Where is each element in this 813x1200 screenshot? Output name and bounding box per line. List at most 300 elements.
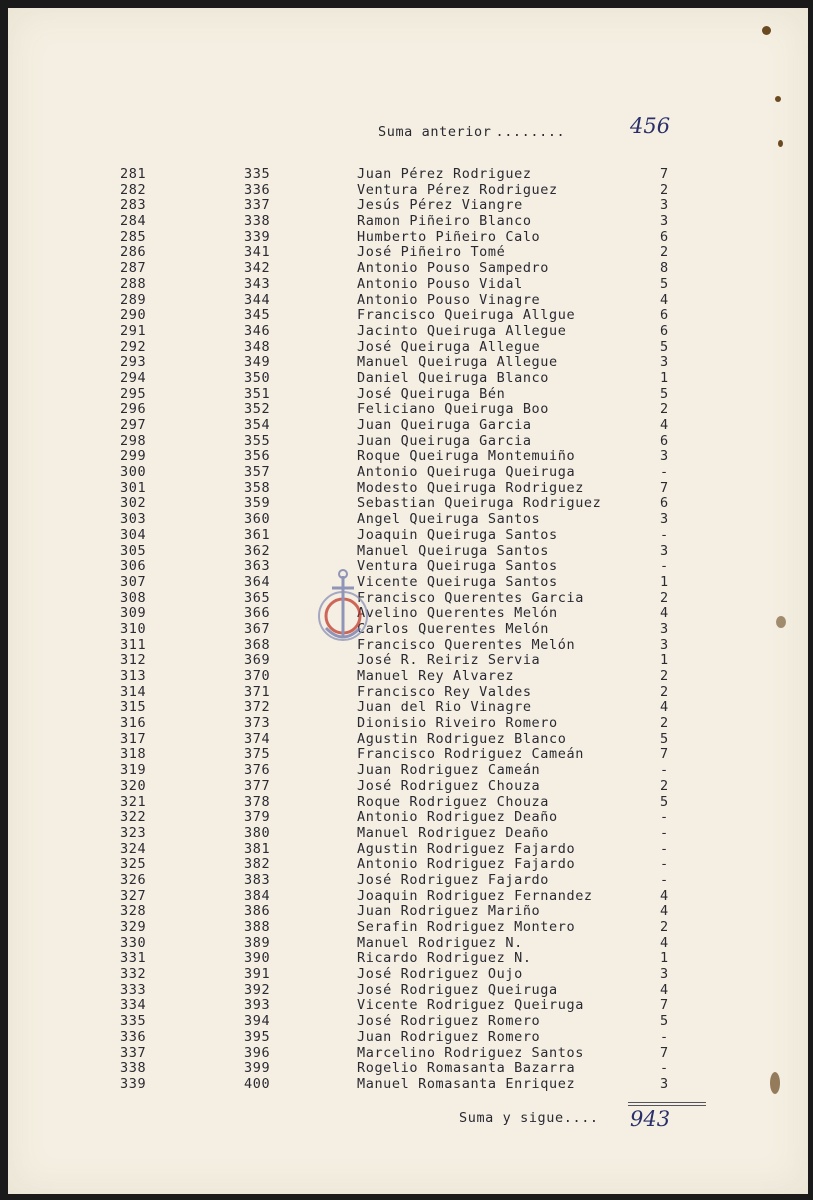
register-id: 373 xyxy=(244,715,271,732)
register-id: 383 xyxy=(244,871,271,888)
row-value: 2 xyxy=(660,715,669,732)
register-id: 375 xyxy=(244,746,271,763)
register-id: 374 xyxy=(244,730,271,747)
register-row xyxy=(8,339,808,355)
row-number: 309 xyxy=(120,605,147,622)
register-row xyxy=(8,543,808,559)
register-row xyxy=(8,919,808,935)
register-row xyxy=(8,307,808,323)
row-value: 3 xyxy=(660,197,669,214)
row-value: - xyxy=(660,840,669,857)
register-row xyxy=(8,511,808,527)
row-number: 292 xyxy=(120,338,147,355)
row-number: 337 xyxy=(120,1044,147,1061)
row-value: 6 xyxy=(660,432,669,449)
row-value: 4 xyxy=(660,291,669,308)
row-number: 334 xyxy=(120,997,147,1014)
row-value: - xyxy=(660,526,669,543)
row-value: 3 xyxy=(660,511,669,528)
register-id: 368 xyxy=(244,636,271,653)
row-value: 2 xyxy=(660,181,669,198)
person-name: Carlos Querentes Melón xyxy=(357,620,550,637)
carried-forward-line xyxy=(378,124,565,140)
row-value: 7 xyxy=(660,479,669,496)
row-number: 316 xyxy=(120,715,147,732)
row-value: 1 xyxy=(660,369,669,386)
row-value: 2 xyxy=(660,668,669,684)
row-number: 324 xyxy=(120,840,147,857)
leader-dots: .... xyxy=(563,1110,599,1126)
row-number: 288 xyxy=(120,275,147,292)
register-row xyxy=(8,590,808,606)
row-value: 3 xyxy=(660,966,669,983)
row-number: 328 xyxy=(120,903,147,920)
person-name: Rogelio Romasanta Bazarra xyxy=(357,1060,576,1077)
row-value: 4 xyxy=(660,417,669,433)
person-name: Francisco Rodriguez Cameán xyxy=(357,746,584,763)
row-value: 2 xyxy=(660,919,669,935)
register-row xyxy=(8,417,808,433)
subtotal-label: Suma y sigue xyxy=(459,1110,564,1126)
row-number: 330 xyxy=(120,934,147,951)
person-name: Daniel Queiruga Blanco xyxy=(357,369,550,386)
person-name: José Rodriguez Fajardo xyxy=(357,871,550,888)
row-number: 329 xyxy=(120,919,147,935)
register-row xyxy=(8,715,808,731)
register-id: 396 xyxy=(244,1044,271,1061)
register-row xyxy=(8,370,808,386)
register-id: 386 xyxy=(244,903,271,920)
register-id: 378 xyxy=(244,793,271,810)
row-value: 3 xyxy=(660,354,669,371)
register-id: 335 xyxy=(244,166,271,182)
row-value: 6 xyxy=(660,307,669,324)
register-id: 346 xyxy=(244,322,271,339)
person-name: Serafin Rodriguez Montero xyxy=(357,919,576,935)
row-number: 300 xyxy=(120,464,147,481)
person-name: Juan Rodriguez Romero xyxy=(357,1028,541,1045)
row-number: 303 xyxy=(120,511,147,528)
register-row xyxy=(8,872,808,888)
person-name: Juan Queiruga Garcia xyxy=(357,432,532,449)
row-number: 305 xyxy=(120,542,147,559)
row-number: 306 xyxy=(120,558,147,575)
person-name: José R. Reiriz Servia xyxy=(357,652,541,669)
row-number: 298 xyxy=(120,432,147,449)
row-number: 287 xyxy=(120,260,147,277)
row-number: 310 xyxy=(120,620,147,637)
register-row xyxy=(8,794,808,810)
person-name: Ricardo Rodriguez N. xyxy=(357,950,532,967)
register-row xyxy=(8,621,808,637)
row-value: 2 xyxy=(660,589,669,606)
carried-forward-total: 456 xyxy=(630,114,671,138)
person-name: Manuel Romasanta Enriquez xyxy=(357,1075,576,1092)
register-row xyxy=(8,997,808,1013)
row-number: 282 xyxy=(120,181,147,198)
row-value: 7 xyxy=(660,997,669,1014)
register-id: 371 xyxy=(244,683,271,700)
row-value: 2 xyxy=(660,244,669,261)
row-number: 304 xyxy=(120,526,147,543)
row-number: 317 xyxy=(120,730,147,747)
row-number: 319 xyxy=(120,762,147,779)
person-name: Antonio Pouso Sampedro xyxy=(357,260,550,277)
row-number: 318 xyxy=(120,746,147,763)
person-name: José Piñeiro Tomé xyxy=(357,244,506,261)
register-row xyxy=(8,495,808,511)
row-value: 3 xyxy=(660,620,669,637)
row-number: 283 xyxy=(120,197,147,214)
subtotal-line xyxy=(459,1110,599,1126)
person-name: Humberto Piñeiro Calo xyxy=(357,228,541,245)
person-name: Angel Queiruga Santos xyxy=(357,511,541,528)
register-row xyxy=(8,778,808,794)
person-name: José Queiruga Bén xyxy=(357,385,506,402)
register-row xyxy=(8,825,808,841)
register-row xyxy=(8,276,808,292)
person-name: José Rodriguez Romero xyxy=(357,1013,541,1030)
register-row xyxy=(8,292,808,308)
person-name: José Rodriguez Oujo xyxy=(357,966,523,983)
register-id: 370 xyxy=(244,668,271,684)
register-id: 393 xyxy=(244,997,271,1014)
person-name: Roque Queiruga Montemuiño xyxy=(357,448,576,465)
row-value: - xyxy=(660,856,669,873)
row-number: 336 xyxy=(120,1028,147,1045)
row-value: - xyxy=(660,762,669,779)
person-name: Juan Pérez Rodriguez xyxy=(357,166,532,182)
register-row xyxy=(8,982,808,998)
row-value: 2 xyxy=(660,777,669,794)
row-value: 5 xyxy=(660,730,669,747)
row-value: 4 xyxy=(660,981,669,998)
register-id: 351 xyxy=(244,385,271,402)
row-number: 321 xyxy=(120,793,147,810)
person-name: Francisco Querentes Garcia xyxy=(357,589,584,606)
register-list xyxy=(8,166,808,1092)
row-value: 3 xyxy=(660,213,669,230)
register-id: 357 xyxy=(244,464,271,481)
row-number: 293 xyxy=(120,354,147,371)
register-id: 369 xyxy=(244,652,271,669)
register-id: 377 xyxy=(244,777,271,794)
register-row xyxy=(8,841,808,857)
person-name: Manuel Rodriguez Deaño xyxy=(357,824,550,841)
person-name: Agustin Rodriguez Fajardo xyxy=(357,840,576,857)
register-id: 355 xyxy=(244,432,271,449)
register-row xyxy=(8,433,808,449)
person-name: Joaquin Queiruga Santos xyxy=(357,526,558,543)
person-name: Jesús Pérez Viangre xyxy=(357,197,523,214)
register-id: 342 xyxy=(244,260,271,277)
register-row xyxy=(8,605,808,621)
row-number: 295 xyxy=(120,385,147,402)
register-id: 361 xyxy=(244,526,271,543)
person-name: Manuel Rodriguez N. xyxy=(357,934,523,951)
person-name: Roque Rodriguez Chouza xyxy=(357,793,550,810)
register-id: 350 xyxy=(244,369,271,386)
register-row xyxy=(8,166,808,182)
row-number: 286 xyxy=(120,244,147,261)
row-value: - xyxy=(660,1060,669,1077)
row-value: 6 xyxy=(660,495,669,512)
subtotal-total: 943 xyxy=(630,1107,671,1131)
person-name: Ventura Queiruga Santos xyxy=(357,558,558,575)
row-value: - xyxy=(660,871,669,888)
row-value: 4 xyxy=(660,887,669,904)
register-id: 341 xyxy=(244,244,271,261)
row-number: 320 xyxy=(120,777,147,794)
person-name: José Rodriguez Chouza xyxy=(357,777,541,794)
register-id: 400 xyxy=(244,1075,271,1092)
ink-spot xyxy=(770,1072,780,1094)
register-id: 354 xyxy=(244,417,271,433)
register-row xyxy=(8,903,808,919)
register-id: 391 xyxy=(244,966,271,983)
row-value: 7 xyxy=(660,746,669,763)
row-number: 325 xyxy=(120,856,147,873)
row-value: 5 xyxy=(660,793,669,810)
register-id: 343 xyxy=(244,275,271,292)
row-number: 338 xyxy=(120,1060,147,1077)
register-id: 345 xyxy=(244,307,271,324)
person-name: Manuel Rey Alvarez xyxy=(357,668,515,684)
person-name: Juan del Rio Vinagre xyxy=(357,699,532,716)
register-id: 376 xyxy=(244,762,271,779)
register-row xyxy=(8,731,808,747)
person-name: Juan Queiruga Garcia xyxy=(357,417,532,433)
person-name: Marcelino Rodriguez Santos xyxy=(357,1044,584,1061)
row-number: 296 xyxy=(120,401,147,418)
row-value: 2 xyxy=(660,683,669,700)
subtotal-rule xyxy=(628,1102,706,1106)
register-row xyxy=(8,574,808,590)
register-row xyxy=(8,197,808,213)
register-id: 349 xyxy=(244,354,271,371)
register-id: 382 xyxy=(244,856,271,873)
row-number: 339 xyxy=(120,1075,147,1092)
person-name: José Rodriguez Queiruga xyxy=(357,981,558,998)
register-row xyxy=(8,856,808,872)
register-id: 352 xyxy=(244,401,271,418)
row-value: - xyxy=(660,809,669,826)
person-name: Antonio Rodriguez Deaño xyxy=(357,809,558,826)
person-name: Feliciano Queiruga Boo xyxy=(357,401,550,418)
register-id: 360 xyxy=(244,511,271,528)
row-value: 4 xyxy=(660,934,669,951)
register-id: 384 xyxy=(244,887,271,904)
row-number: 281 xyxy=(120,166,147,182)
register-id: 348 xyxy=(244,338,271,355)
register-row xyxy=(8,229,808,245)
register-id: 380 xyxy=(244,824,271,841)
register-row xyxy=(8,935,808,951)
register-id: 392 xyxy=(244,981,271,998)
register-row xyxy=(8,1045,808,1061)
register-row xyxy=(8,699,808,715)
register-id: 364 xyxy=(244,573,271,590)
row-value: - xyxy=(660,1028,669,1045)
row-number: 290 xyxy=(120,307,147,324)
person-name: Joaquin Rodriguez Fernandez xyxy=(357,887,593,904)
register-row xyxy=(8,354,808,370)
person-name: Agustin Rodriguez Blanco xyxy=(357,730,567,747)
person-name: Manuel Queiruga Santos xyxy=(357,542,550,559)
row-number: 313 xyxy=(120,668,147,684)
register-row xyxy=(8,950,808,966)
person-name: Francisco Querentes Melón xyxy=(357,636,576,653)
register-id: 337 xyxy=(244,197,271,214)
row-value: 3 xyxy=(660,448,669,465)
carried-forward-label: Suma anterior xyxy=(378,124,492,140)
row-value: 5 xyxy=(660,275,669,292)
row-value: 3 xyxy=(660,636,669,653)
row-value: 1 xyxy=(660,573,669,590)
person-name: Manuel Queiruga Allegue xyxy=(357,354,558,371)
row-number: 294 xyxy=(120,369,147,386)
row-number: 297 xyxy=(120,417,147,433)
register-row xyxy=(8,684,808,700)
person-name: Vicente Rodriguez Queiruga xyxy=(357,997,584,1014)
register-row xyxy=(8,1013,808,1029)
register-row xyxy=(8,213,808,229)
person-name: Avelino Querentes Melón xyxy=(357,605,558,622)
row-number: 326 xyxy=(120,871,147,888)
person-name: Francisco Queiruga Allgue xyxy=(357,307,576,324)
person-name: Vicente Queiruga Santos xyxy=(357,573,558,590)
row-number: 335 xyxy=(120,1013,147,1030)
register-row xyxy=(8,668,808,684)
row-number: 333 xyxy=(120,981,147,998)
person-name: Antonio Rodriguez Fajardo xyxy=(357,856,576,873)
register-id: 372 xyxy=(244,699,271,716)
register-id: 358 xyxy=(244,479,271,496)
row-number: 322 xyxy=(120,809,147,826)
register-row xyxy=(8,966,808,982)
register-id: 381 xyxy=(244,840,271,857)
row-number: 312 xyxy=(120,652,147,669)
row-value: 1 xyxy=(660,652,669,669)
leader-dots: ........ xyxy=(495,124,566,140)
register-row xyxy=(8,480,808,496)
row-value: 8 xyxy=(660,260,669,277)
person-name: Dionisio Riveiro Romero xyxy=(357,715,558,732)
row-number: 302 xyxy=(120,495,147,512)
person-name: Ramon Piñeiro Blanco xyxy=(357,213,532,230)
row-number: 332 xyxy=(120,966,147,983)
register-row xyxy=(8,1029,808,1045)
row-number: 291 xyxy=(120,322,147,339)
register-id: 363 xyxy=(244,558,271,575)
row-number: 323 xyxy=(120,824,147,841)
register-row xyxy=(8,637,808,653)
document-page xyxy=(8,8,808,1194)
register-row xyxy=(8,182,808,198)
register-id: 367 xyxy=(244,620,271,637)
row-value: 6 xyxy=(660,322,669,339)
register-row xyxy=(8,1076,808,1092)
person-name: Juan Rodriguez Cameán xyxy=(357,762,541,779)
register-id: 389 xyxy=(244,934,271,951)
register-row xyxy=(8,464,808,480)
person-name: Sebastian Queiruga Rodriguez xyxy=(357,495,602,512)
person-name: Antonio Queiruga Queiruga xyxy=(357,464,576,481)
register-id: 359 xyxy=(244,495,271,512)
person-name: Antonio Pouso Vinagre xyxy=(357,291,541,308)
register-id: 338 xyxy=(244,213,271,230)
row-value: - xyxy=(660,464,669,481)
row-number: 285 xyxy=(120,228,147,245)
person-name: José Queiruga Allegue xyxy=(357,338,541,355)
ink-spot xyxy=(775,96,781,102)
person-name: Jacinto Queiruga Allegue xyxy=(357,322,567,339)
person-name: Juan Rodriguez Mariño xyxy=(357,903,541,920)
register-row xyxy=(8,888,808,904)
register-row xyxy=(8,244,808,260)
row-value: 5 xyxy=(660,338,669,355)
row-number: 299 xyxy=(120,448,147,465)
register-row xyxy=(8,809,808,825)
row-number: 327 xyxy=(120,887,147,904)
row-number: 308 xyxy=(120,589,147,606)
register-row xyxy=(8,652,808,668)
register-id: 388 xyxy=(244,919,271,935)
register-id: 365 xyxy=(244,589,271,606)
row-number: 331 xyxy=(120,950,147,967)
row-number: 314 xyxy=(120,683,147,700)
register-row xyxy=(8,746,808,762)
row-value: 4 xyxy=(660,605,669,622)
register-row xyxy=(8,323,808,339)
register-id: 356 xyxy=(244,448,271,465)
row-value: 1 xyxy=(660,950,669,967)
register-id: 394 xyxy=(244,1013,271,1030)
register-row xyxy=(8,260,808,276)
register-id: 344 xyxy=(244,291,271,308)
register-row xyxy=(8,558,808,574)
register-id: 339 xyxy=(244,228,271,245)
register-id: 390 xyxy=(244,950,271,967)
ink-spot xyxy=(778,140,783,147)
row-value: 6 xyxy=(660,228,669,245)
row-value: 7 xyxy=(660,1044,669,1061)
row-value: 3 xyxy=(660,1075,669,1092)
row-value: - xyxy=(660,558,669,575)
row-value: 3 xyxy=(660,542,669,559)
register-row xyxy=(8,386,808,402)
row-value: 2 xyxy=(660,401,669,418)
register-id: 336 xyxy=(244,181,271,198)
row-number: 311 xyxy=(120,636,147,653)
register-id: 395 xyxy=(244,1028,271,1045)
row-number: 289 xyxy=(120,291,147,308)
register-row xyxy=(8,527,808,543)
row-value: 4 xyxy=(660,699,669,716)
person-name: Antonio Pouso Vidal xyxy=(357,275,523,292)
row-value: 4 xyxy=(660,903,669,920)
row-number: 284 xyxy=(120,213,147,230)
register-id: 366 xyxy=(244,605,271,622)
row-value: 7 xyxy=(660,166,669,182)
register-row xyxy=(8,1060,808,1076)
register-row xyxy=(8,401,808,417)
register-row xyxy=(8,762,808,778)
ink-spot xyxy=(776,616,786,628)
row-number: 307 xyxy=(120,573,147,590)
register-id: 399 xyxy=(244,1060,271,1077)
person-name: Francisco Rey Valdes xyxy=(357,683,532,700)
